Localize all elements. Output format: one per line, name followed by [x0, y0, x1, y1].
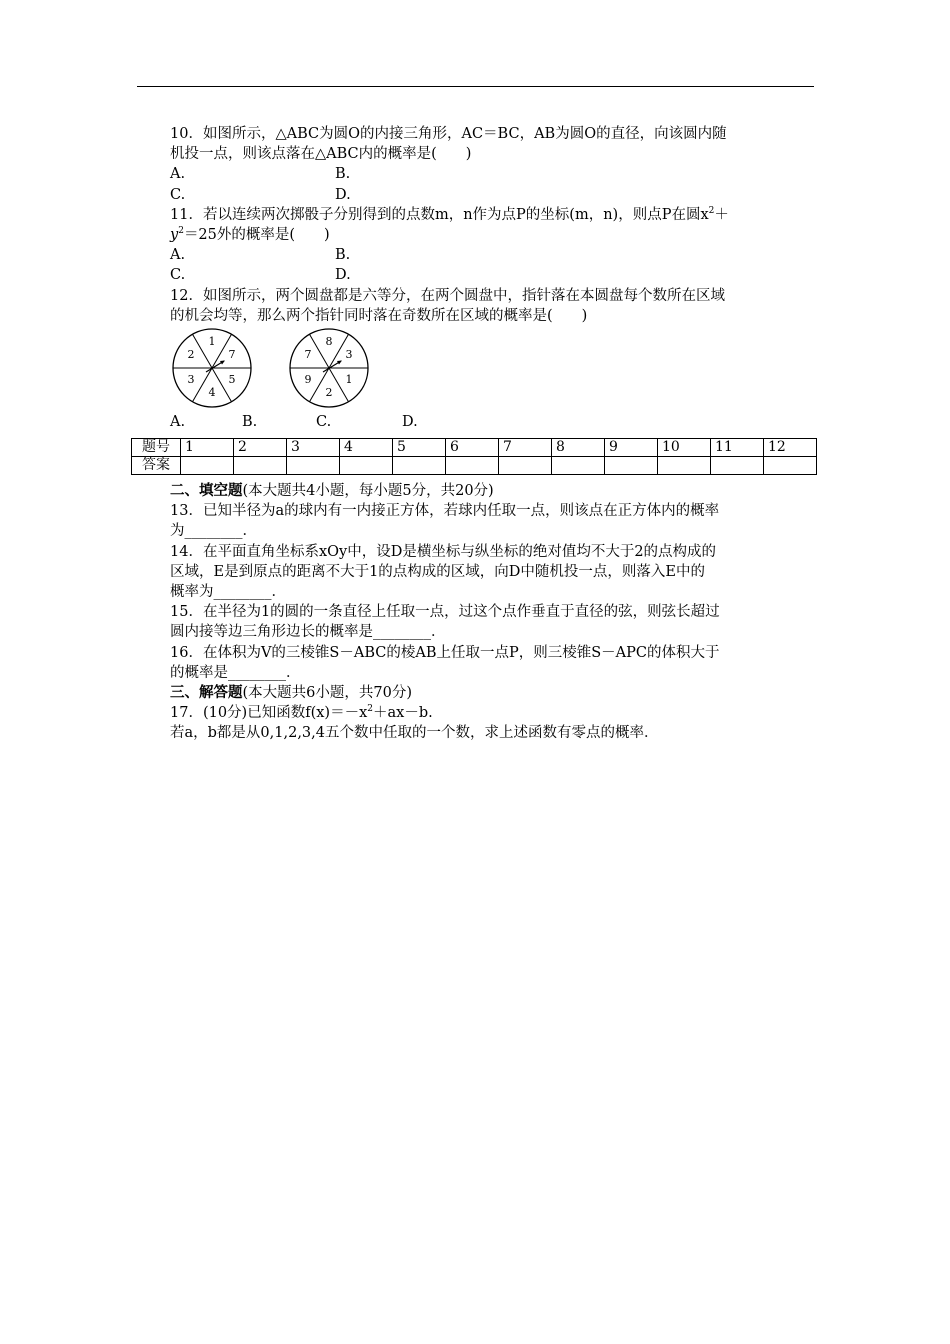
q10-options-cd [170, 185, 815, 205]
answer-blank[interactable] [181, 457, 234, 475]
sector-label: 8 [325, 334, 333, 348]
q17-line1: 17．(10分)已知函数$f(x)=-x^2+ax-b$. [170, 704, 433, 722]
q11-options-ab [170, 245, 815, 265]
sector-label: 9 [304, 372, 312, 386]
q14-line2: 区域，E是到原点的距离不大于1的点构成的区域，向D中随机投一点，则落入E中的 [170, 563, 706, 580]
answer-blank[interactable] [446, 457, 499, 475]
q10-option-d: D. [335, 186, 351, 203]
q12-options [170, 412, 815, 432]
q11-option-a: A. [170, 247, 186, 264]
q11-option-d: D. [335, 267, 351, 284]
answer-blank[interactable] [552, 457, 605, 475]
table-cell-number: 7 [499, 439, 552, 457]
table-cell-number: 2 [234, 439, 287, 457]
section3-heading: 三、解答题(本大题共6小题，共70分) [170, 683, 412, 701]
sector-label: 5 [228, 372, 236, 386]
table-cell-number: 10 [658, 439, 711, 457]
answer-table [131, 438, 817, 475]
answer-blank[interactable] [658, 457, 711, 475]
q10-options-ab [170, 164, 815, 184]
answer-table-header-row [132, 439, 817, 457]
answer-blank[interactable] [605, 457, 658, 475]
table-cell-number: 6 [446, 439, 499, 457]
q10-line1: 10．如图所示，△ABC为圆O的内接三角形，AC＝BC，AB为圆O的直径，向该圆内随 [170, 126, 727, 142]
q15-line1: 15．在半径为1的圆的一条直径上任取一点，过这个点作垂直于直径的弦，则弦长超过 [170, 604, 720, 621]
sector-label: 2 [325, 385, 333, 399]
answer-blank[interactable] [340, 457, 393, 475]
sector-label: 2 [187, 347, 195, 361]
q14-line3: 概率为________． [170, 583, 286, 600]
q12-line2: 的机会均等，那么两个指针同时落在奇数所在区域的概率是( ) [170, 307, 588, 324]
sector-label: 7 [228, 347, 236, 361]
q11-option-c: C. [170, 267, 186, 284]
sector-label: 3 [345, 347, 353, 361]
q13-line1: 13．已知半径为a的球内有一内接正方体，若球内任取一点，则该点在正方体内的概率 [170, 503, 720, 520]
q11-line1: 11．若以连续两次掷骰子分别得到的点数m，n作为点P的坐标(m，n)，则点P在圆$x^2+$ [170, 205, 729, 223]
q10-option-c: C. [170, 186, 186, 203]
q15-line2: 圆内接等边三角形边长的概率是________． [170, 624, 446, 641]
q10-option-a: A. [170, 166, 186, 183]
table-cell-number: 4 [340, 439, 393, 457]
table-cell-number: 8 [552, 439, 605, 457]
table-cell-number: 11 [711, 439, 764, 457]
sector-label: 7 [304, 347, 312, 361]
sector-label: 4 [208, 385, 216, 399]
q12-line1: 12．如图所示，两个圆盘都是六等分，在两个圆盘中，指针落在本圆盘每个数所在区域 [170, 287, 725, 304]
table-cell-number: 1 [181, 439, 234, 457]
answer-blank[interactable] [234, 457, 287, 475]
spinner-figures [170, 326, 815, 412]
table-header-label: 题号 [132, 439, 181, 457]
q10-option-b: B. [335, 166, 351, 183]
spinner-right [287, 326, 371, 410]
table-cell-number: 5 [393, 439, 446, 457]
q12-option-d: D. [402, 413, 418, 430]
section2-heading: 二、填空题(本大题共4小题，每小题5分，共20分) [170, 482, 494, 499]
q16-line2: 的概率是________． [170, 664, 301, 681]
header-rule [137, 86, 814, 87]
sector-label: 1 [208, 334, 216, 348]
questions-block [170, 124, 815, 432]
answer-blank[interactable] [711, 457, 764, 475]
spinner-left [170, 326, 254, 410]
sector-label: 3 [187, 372, 195, 386]
q12-option-b: B. [242, 413, 258, 430]
q11-options-cd [170, 265, 815, 285]
q13-line2: 为________． [170, 523, 257, 540]
q17-line2: 若a，b都是从0,1,2,3,4五个数中任取的一个数，求上述函数有零点的概率． [170, 725, 659, 742]
sections-block [170, 481, 815, 743]
answer-table-answer-row [132, 457, 817, 475]
q10-line2: 机投一点，则该点落在△ABC内的概率是( ) [170, 146, 472, 163]
table-cell-number: 3 [287, 439, 340, 457]
q12-option-c: C. [316, 413, 332, 430]
answer-blank[interactable] [499, 457, 552, 475]
q14-line1: 14．在平面直角坐标系xOy中，设D是横坐标与纵坐标的绝对值均不大于2的点构成的 [170, 543, 717, 560]
table-answer-label: 答案 [132, 457, 181, 475]
answer-blank[interactable] [287, 457, 340, 475]
answer-blank[interactable] [764, 457, 817, 475]
table-cell-number: 9 [605, 439, 658, 457]
table-cell-number: 12 [764, 439, 817, 457]
sector-label: 1 [345, 372, 353, 386]
q16-line1: 16．在体积为V的三棱锥S－ABC的棱AB上任取一点P，则三棱锥S－APC的体积大于 [170, 644, 720, 661]
q12-option-a: A. [170, 413, 186, 430]
answer-blank[interactable] [393, 457, 446, 475]
q11-option-b: B. [335, 247, 351, 264]
q11-line2: $y^2=25$外的概率是( ) [170, 225, 330, 243]
